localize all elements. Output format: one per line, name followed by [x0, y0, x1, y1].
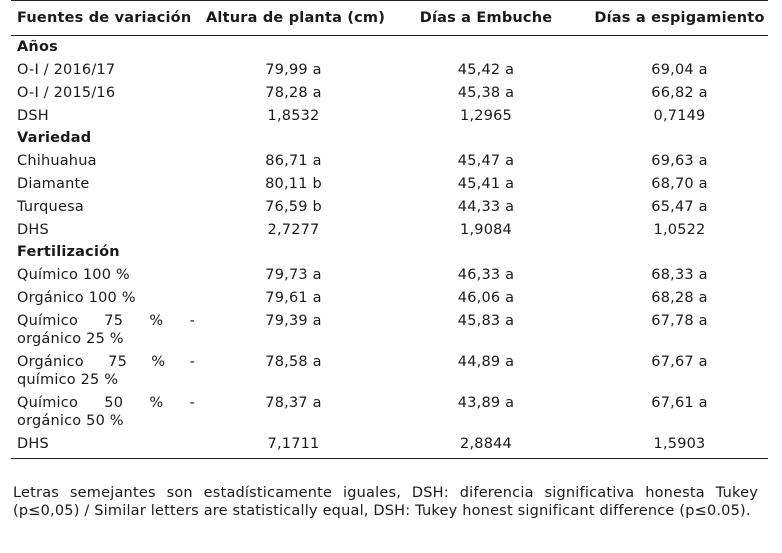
- table-row: [11, 172, 768, 195]
- cell-altura: 2,7277: [267, 221, 320, 238]
- cell-espigamiento: 66,82 a: [651, 84, 708, 101]
- cell-embuche: 46,06 a: [457, 289, 515, 306]
- cell-espigamiento: 0,7149: [653, 107, 706, 124]
- cell-embuche: 1,9084: [460, 221, 512, 238]
- table-row: [11, 195, 768, 218]
- cell-embuche: 45,41 a: [457, 175, 515, 192]
- row-label: O-I / 2015/16: [17, 84, 116, 101]
- table-row: [11, 432, 768, 459]
- table-row: [11, 263, 768, 286]
- cell-embuche: 43,89 a: [457, 394, 515, 411]
- cell-embuche: 45,42 a: [457, 61, 515, 78]
- table-row: [11, 350, 768, 391]
- cell-espigamiento: 68,33 a: [651, 266, 708, 283]
- cell-embuche: 1,2965: [460, 107, 512, 124]
- cell-altura: 86,71 a: [265, 152, 322, 169]
- header-espigamiento: Días a espigamiento: [591, 1, 768, 36]
- cell-altura: 78,37 a: [265, 394, 322, 411]
- row-label: Chihuahua: [17, 152, 97, 169]
- row-label-text: Químico 75 % - orgánico 25 %: [17, 312, 195, 347]
- row-label: [11, 350, 206, 391]
- cell-altura: 76,59 b: [265, 198, 322, 215]
- header-row: [11, 1, 768, 36]
- cell-altura: 7,1711: [206, 432, 381, 459]
- row-label-text: Químico 50 % - orgánico 50 %: [17, 394, 195, 429]
- group-row: [11, 127, 768, 149]
- cell-espigamiento: 1,0522: [653, 221, 706, 238]
- row-label: O-I / 2016/17: [17, 61, 116, 78]
- table-row: [11, 81, 768, 104]
- cell-altura: 79,61 a: [265, 289, 322, 306]
- cell-embuche: 45,47 a: [457, 152, 515, 169]
- table-row: [11, 391, 768, 432]
- cell-embuche: 44,89 a: [457, 353, 515, 370]
- cell-espigamiento: 1,5903: [591, 432, 768, 459]
- group-title-fertilizacion: Fertilización: [17, 243, 120, 260]
- cell-embuche: 45,83 a: [457, 312, 515, 329]
- group-row: [11, 36, 768, 58]
- table-row: [11, 218, 768, 241]
- cell-altura: 79,39 a: [265, 312, 322, 329]
- table-row: [11, 104, 768, 127]
- cell-espigamiento: 65,47 a: [651, 198, 708, 215]
- table-row: [11, 286, 768, 309]
- cell-altura: 78,58 a: [265, 353, 322, 370]
- row-label: [11, 391, 206, 432]
- header-altura: Altura de planta (cm): [206, 1, 381, 36]
- cell-altura: 78,28 a: [265, 84, 322, 101]
- group-title-anos: Años: [17, 39, 58, 55]
- group-row: [11, 241, 768, 263]
- group-title-variedad: Variedad: [17, 129, 92, 146]
- cell-espigamiento: 68,70 a: [651, 175, 708, 192]
- row-label: DHS: [11, 432, 206, 459]
- cell-espigamiento: 67,61 a: [651, 394, 708, 411]
- cell-altura: 80,11 b: [265, 175, 322, 192]
- cell-espigamiento: 67,67 a: [651, 353, 708, 370]
- cell-embuche: 2,8844: [381, 432, 591, 459]
- row-label: [11, 309, 206, 350]
- cell-embuche: 45,38 a: [457, 84, 515, 101]
- row-label: Orgánico 100 %: [17, 289, 136, 306]
- row-label: Turquesa: [17, 198, 84, 215]
- cell-espigamiento: 67,78 a: [651, 312, 708, 329]
- cell-espigamiento: 69,04 a: [651, 61, 708, 78]
- table-row: [11, 149, 768, 172]
- cell-altura: 79,73 a: [265, 266, 322, 283]
- row-label: Diamante: [17, 175, 90, 192]
- header-fuentes: Fuentes de variación: [11, 1, 206, 36]
- results-table: [11, 0, 768, 459]
- header-embuche: Días a Embuche: [381, 1, 591, 36]
- table-row: [11, 58, 768, 81]
- row-label: Químico 100 %: [17, 266, 130, 283]
- row-label: DSH: [17, 107, 49, 124]
- table-row: [11, 309, 768, 350]
- cell-embuche: 44,33 a: [457, 198, 515, 215]
- cell-espigamiento: 69,63 a: [651, 152, 708, 169]
- row-label: DHS: [17, 221, 49, 238]
- cell-altura: 1,8532: [267, 107, 320, 124]
- cell-espigamiento: 68,28 a: [651, 289, 708, 306]
- cell-embuche: 46,33 a: [457, 266, 515, 283]
- row-label-text: Orgánico 75 % - químico 25 %: [17, 353, 195, 388]
- table-footnote: Letras semejantes son estadísticamente iguales, DSH: diferencia significativa honesta Tukey (p≤0,05) / Similar letters are statistically equal, DSH: Tukey honest significant difference (p≤0.05).: [13, 484, 758, 519]
- cell-altura: 79,99 a: [265, 61, 322, 78]
